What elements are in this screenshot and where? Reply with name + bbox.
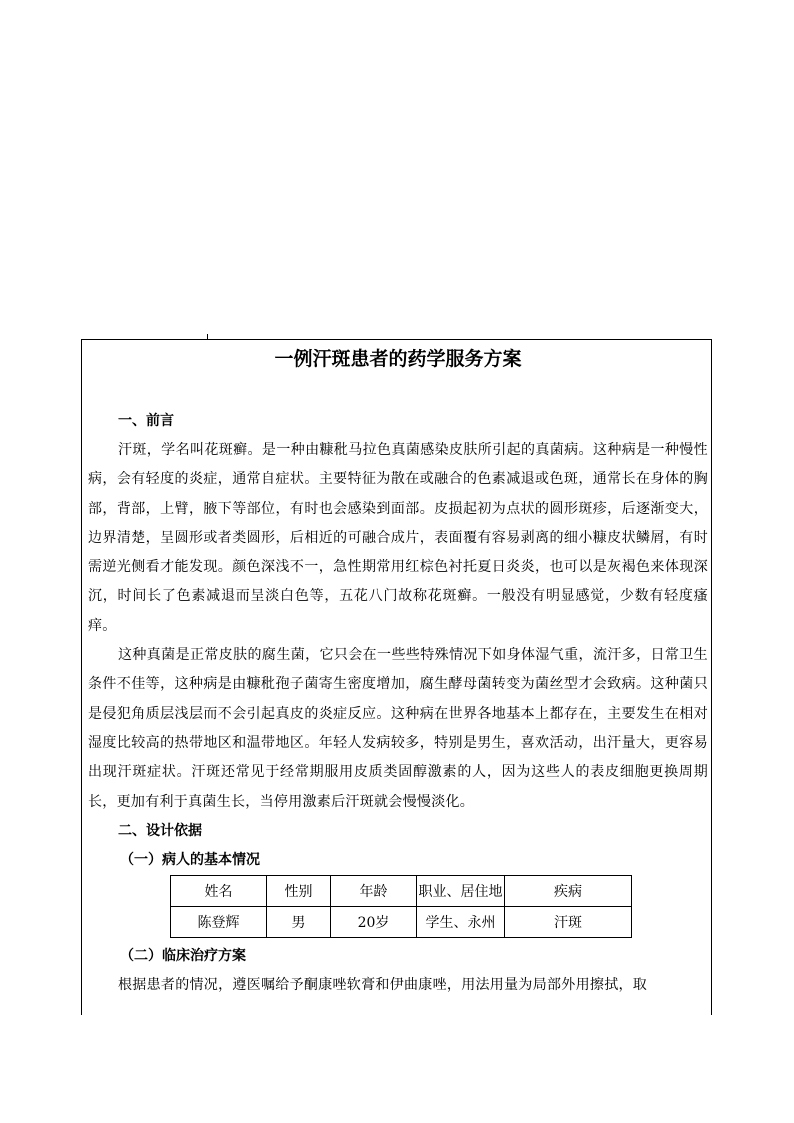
table-cell: 20岁 — [331, 906, 417, 937]
table-cell: 学生、永州 — [417, 906, 505, 937]
table-cell: 男 — [267, 906, 331, 937]
table-header-cell: 疾病 — [505, 875, 632, 906]
paragraph-preface-2: 这种真菌是正常皮肤的腐生菌，它只会在一些些特殊情况下如身体湿气重，流汗多，日常卫生条件不佳等，这种病是由糠秕孢子菌寄生密度增加，腐生酵母菌转变为菌丝型才会致病。这种菌只是侵犯角质层浅层而不会引起真皮的炎症反应。这种病在世界各地基本上都存在，主要发生在相对湿度比较高的热带地区和温带地区。年轻人发病较多，特别是男生，喜欢活动，出汗量大，更容易出现汗斑症状。汗斑还常见于经常期服用皮质类固醇激素的人，因为这些人的表皮细胞更换周期长，更加有利于真菌生长，当停用激素后汗斑就会慢慢淡化。 — [88, 647, 708, 810]
table-header-row — [171, 875, 632, 906]
table-header-cell: 职业、居住地 — [417, 875, 505, 906]
subsection-heading-treatment-plan: （二）临床治疗方案 — [120, 947, 246, 964]
table-header-cell: 年龄 — [331, 875, 417, 906]
table-cell: 陈登辉 — [171, 906, 267, 937]
document-title: 一例汗斑患者的药学服务方案 — [274, 348, 522, 370]
table-header-cell: 性别 — [267, 875, 331, 906]
section-heading-preface: 一、前言 — [118, 413, 174, 429]
paragraph-preface-1: 汗斑，学名叫花斑癣。是一种由糠秕马拉色真菌感染皮肤所引起的真菌病。这种病是一种慢性病，会有轻度的炎症，通常自症状。主要特征为散在或融合的色素减退或色斑，通常长在身体的胸部，背部，上臂，腋下等部位，有时也会感染到面部。皮损起初为点状的圆形斑疹，后逐渐变大，边界清楚，呈圆形或者类圆形，后相近的可融合成片，表面覆有容易剥离的细小糠皮状鳞屑，有时需逆光侧看才能发现。颜色深浅不一，急性期常用红棕色衬托夏日炎炎，也可以是灰褐色来体现深沉，时间长了色素减退而呈淡白色等，五花八门故称花斑癣。一般没有明显感觉，少数有轻度瘙痒。 — [88, 442, 708, 634]
patient-info-table — [170, 875, 632, 938]
section-heading-design-basis: 二、设计依据 — [118, 822, 202, 839]
subsection-heading-patient-info: （一）病人的基本情况 — [120, 851, 260, 868]
paragraph-treatment: 根据患者的情况，遵医嘱给予酮康唑软膏和伊曲康唑，用法用量为局部外用擦拭，取 — [118, 976, 648, 993]
table-row — [171, 906, 632, 937]
document-content — [88, 339, 708, 1000]
table-header-cell: 姓名 — [171, 875, 267, 906]
table-cell: 汗斑 — [505, 906, 632, 937]
